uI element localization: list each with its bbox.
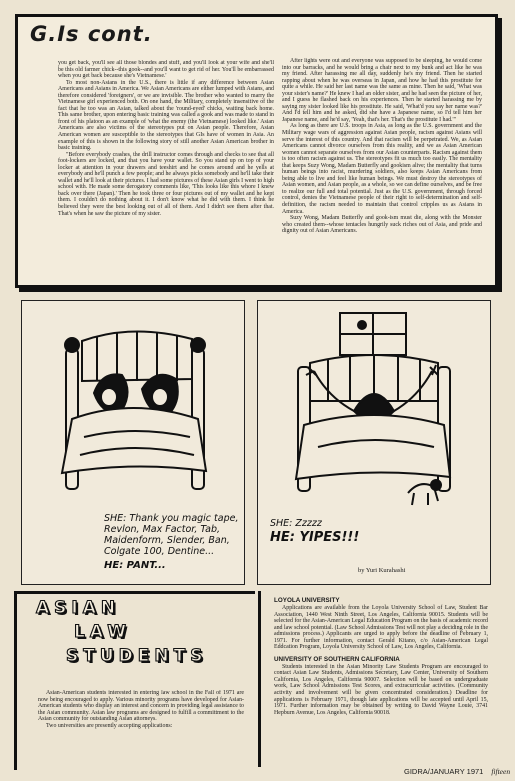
paragraph: Two universities are presently accepting applications: [46,722,173,729]
paragraph: Suzy Wong, Madam Butterfly and gook-ism must die, along with the Monster who created them--whose tentacles hungrily suck riches out of Asia, and pride and dignity out of Asian Americans. [282,215,482,235]
paragraph: Asian-American students interested in entering law school in the Fall of 1971 are now being encouraged to apply. Various minority programs have developed for Asian-American students who display an interest and concern in providing legal assistance to the Asian community. Asian law programs are designed to fulfill a committment to the Asian community for outstanding Asian attorneys. [38,690,244,723]
law-programs [274,597,488,716]
law-intro [38,690,244,729]
bed-couple-illustration [22,301,244,511]
column-divider [258,591,261,767]
page-footer [404,767,510,776]
article-column-2 [282,58,482,274]
article-title: G.Is cont. [30,22,153,46]
cartoon-byline: by Yuri Kurahashi [358,567,406,574]
law-section-title [36,596,246,668]
speech-he-right: HE: YIPES!!! [270,530,360,545]
paragraph: "Before everybody crashes, the drill instructor comes through and checks to see that all foot-lockers are locked, and that you have your wallet. So you stand up on top of your locker at attention in your drawers and teeshirt and he comes around and he yells at everybody and he'll punch a few people; and he always picks somebody and he'll take their wallet and he'll look at their pictures. I had some pictures of these Asian girls I went to high school with. He made some derogatory comments like, 'This looks like this whore I knew back over there (Japan).' Then he took three or four pictures out of my wallet and he kept them. I couldn't do nothing about it. I don't know what he did with them. I think he believed they were the best looking out of all of them. And I didn't see them after that. That's when he saw the picture of my sister. [58,151,274,217]
bed-sleeping-illustration [258,301,490,511]
paragraph: To most non-Asians in the U.S., there is little if any difference between Asian Americans and Asians in America. We Asian Americans are either lumped with Asians, and therefore considered 'foreigners', or we are invisible. The brother who wanted to marry the Vietnamese girl experienced both. On one hand, the Military, completely insensitive of the fact that he too was an Asian, talked about the 'round-eyed' chicks, waiting back home. This same brother, upon entering basic training was called a gook and was made to stand in front of his platoon as an example of 'what the enemy (the Vietnamese) looked like.' Asian Americans are also victims of the stereotypes put on Asian people. Therefore, Asian American women are susceptible to the stereotypes that GIs have of women in Asia. An example of this is shown in the following story of still another Asian American brother in basic training. [58,79,274,152]
title-line: ASIAN [36,598,121,618]
usc-heading: UNIVERSITY OF SOUTHERN CALIFORNIA [274,655,400,663]
paragraph: As long as there are U.S. troops in Asia, as long as the U.S. government and the Military wage wars of aggression against Asian people, racism against Asians will serve the interest of this country. And that racism will be perpetrated. We, as Asian Americans cannot divorce ourselves from this reality, and we as Asian American women cannot separate ourselves from our Asian counterparts. Racism against them is too often racism against us. The stereotypes fit us much too easily. The mentality that keeps Suzy Wong, Madam Butterfly and gookism alive; the mentality that turns human beings into racist, murdering soldiers, also keeps Asian Americans from being able to live and feel like human beings. We must destroy the stereotypes of Asian women, and Asian people, as a whole, so we can define ourselves, and be free to realize our full and total potential. Just as the U.S. government, through forced control, denies the Vietnamese people of their right to self-determination and self-definition, the racism needed to maintain that control cripples us as Asians in America. [282,123,482,215]
usc-text [274,664,488,716]
loyola-heading: LOYOLA UNIVERSITY [274,597,340,604]
title-line: STUDENTS [66,646,208,666]
paragraph: Applications are available from the Loyola University School of Law, Student Bar Association, 1440 West Ninth Street, Los Angeles, California 90015. Students will be selected for the Asian-American Legal Education Program on the basis of academic record and law school potential. (Law School Admissions Test will not play a deciding role in the admissions process.) Applicants are urged to apply before the deadline of February 1, 1971. For further information, contact Gerald Kitano, c/o Asian-American Legal Eddcation Program, Loyola University School of Law, Los Angeles, California. [274,605,488,651]
issue-line: GIDRA/JANUARY 1971 [404,767,484,776]
article-column-1 [58,60,274,274]
page-number: fifteen [491,767,511,776]
speech-she-right: SHE: Zzzzz [270,518,322,529]
loyola-text [274,605,488,651]
paragraph: Students interested in the Asian Minority Law Students Program are encouraged to contact Asian Law Students, Admissions Secretary, Law Center, University of Southern California, Los Angeles, California 90007. Selection will be based on undergraduate work, Law School Admissions Test Scores, and extracurricular activities. (Community activity and involvement will be given concentrated consideration.) Deadline for applications is February 1971, though late applications will be accepted until April 15, 1971. Further information may be obtained by writing to David Wayne Louie, 3741 Hepburn Avenue, Los Angeles, California 90018. [274,663,488,716]
speech-she-left: SHE: Thank you magic tape, Revlon, Max Factor, Tab, Maidenform, Slender, Ban, Colgate 100, Dentine... [104,513,239,557]
title-line: LAW [74,622,131,642]
paragraph: you get back, you'll see all those blondes and stuff, and you'll look at your wife and she'll be this old farmer chick--this gook--and you'll want to get rid of her. You'll be embarrassed when you get back because she's Vietnamese.' [58,60,274,80]
paragraph: After lights were out and everyone was supposed to be sleeping, he would come into our barracks, and he would bring a chair next to my bunk and act like he was my friend. After harassing me all day, suddenly he's my friend. Then he started rapping about when he was overseas in Japan, and how he had this prostitute for quite a while. He said her last name was the same as mine. Then he said, 'What was your sister's name?' He knew I had an older sister, and he had seen the picture of her, and I guess he flashed back on his experiences. Then he started harassing me by saying my sister looked like his prostitute. He said, 'What'd you say her name was?' And I'd tell him and he asked, did she have a Japanese name, so I'd tell him her Japanese name, and he'd say, 'Yeah, that's her. That's the prostitute I had.'" [282,58,482,123]
speech-he-left: HE: PANT... [104,560,166,571]
